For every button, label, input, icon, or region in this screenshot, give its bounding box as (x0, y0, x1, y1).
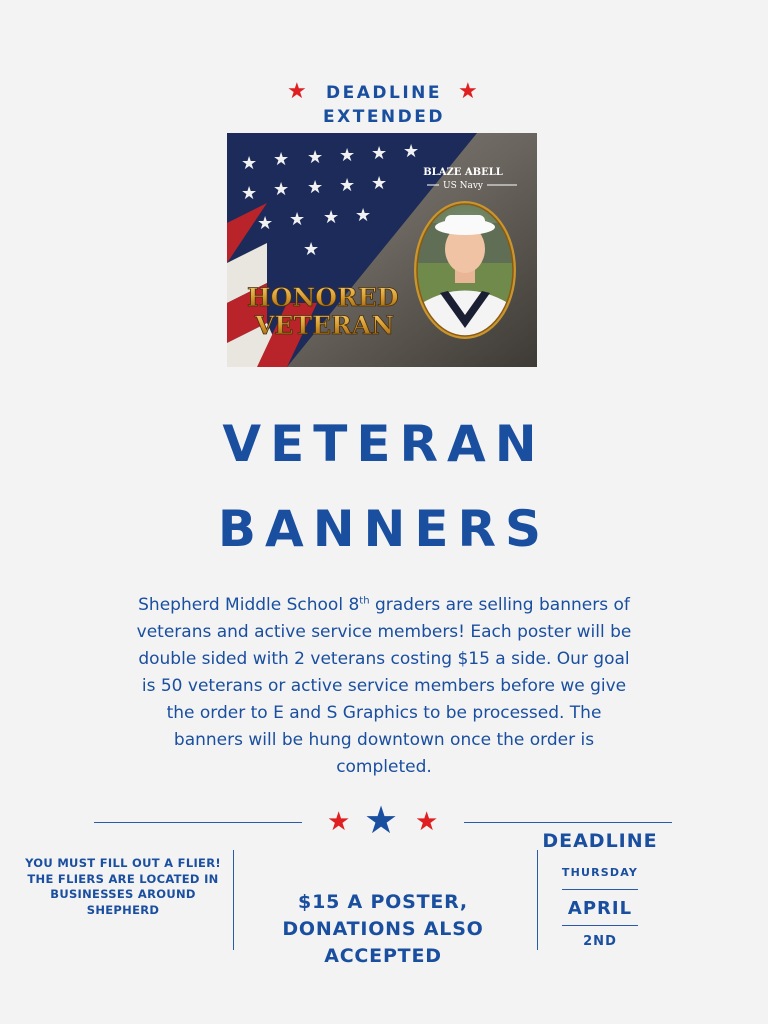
veteran-branch: US Navy (442, 181, 484, 191)
red-star-icon: ★ (287, 79, 307, 104)
svg-text:★: ★ (307, 147, 324, 168)
svg-text:★: ★ (257, 213, 274, 234)
honored-caption: HONORED (247, 283, 399, 312)
deadline-rule-bottom (562, 925, 638, 926)
description-superscript: th (359, 595, 370, 607)
red-star-icon: ★ (415, 807, 439, 837)
svg-text:★: ★ (273, 149, 290, 170)
honored-veteran-graphic (227, 133, 537, 367)
red-star-icon: ★ (327, 807, 351, 837)
description-part1: Shepherd Middle School 8 (138, 595, 360, 615)
svg-text:★: ★ (241, 153, 258, 174)
red-star-icon: ★ (458, 79, 478, 104)
honored-veteran-photo (227, 133, 537, 367)
svg-text:★: ★ (403, 141, 420, 162)
deadline-extended-heading (0, 81, 768, 129)
divider-line-right (464, 822, 672, 823)
svg-text:★: ★ (355, 205, 372, 226)
svg-text:★: ★ (241, 183, 258, 204)
svg-text:★: ★ (371, 173, 388, 194)
deadline-rule-top (562, 889, 638, 890)
price-note: $15 A POSTER, DONATIONS ALSO ACCEPTED (282, 891, 484, 967)
veteran-caption: VETERAN (255, 311, 395, 340)
flier-note: YOU MUST FILL OUT A FLIER! THE FLIERS ARE LOCATED IN BUSINESSES AROUND SHEPHERD (25, 856, 221, 917)
deadline-date: 2ND (583, 934, 617, 949)
headline-veteran: VETERAN (222, 415, 546, 473)
headline-banners: BANNERS (217, 500, 551, 558)
column-divider-right (537, 850, 538, 950)
svg-text:★: ★ (289, 209, 306, 230)
blue-star-icon: ★ (364, 798, 399, 842)
svg-text:★: ★ (273, 179, 290, 200)
svg-text:★: ★ (339, 145, 356, 166)
svg-text:★: ★ (323, 207, 340, 228)
svg-text:★: ★ (371, 143, 388, 164)
svg-text:★: ★ (339, 175, 356, 196)
description-part2: graders are selling banners of veterans and active service members! Each poster will be double sided with 2 veterans costing $15 a side. Our goal is 50 veterans or active service members before we give the order to E and S Graphics to be processed. The banners will be hung downtown once the order is completed. (136, 595, 632, 777)
svg-text:★: ★ (303, 239, 320, 260)
svg-text:★: ★ (307, 177, 324, 198)
veteran-name: BLAZE ABELL (423, 167, 503, 178)
deadline-month: APRIL (567, 898, 633, 919)
divider-line-left (94, 822, 302, 823)
description-paragraph (130, 592, 638, 781)
deadline-extended-line1: DEADLINE (326, 83, 442, 103)
deadline-title: DEADLINE (542, 830, 658, 852)
deadline-day: THURSDAY (561, 866, 639, 879)
deadline-extended-line2: EXTENDED (323, 107, 445, 127)
